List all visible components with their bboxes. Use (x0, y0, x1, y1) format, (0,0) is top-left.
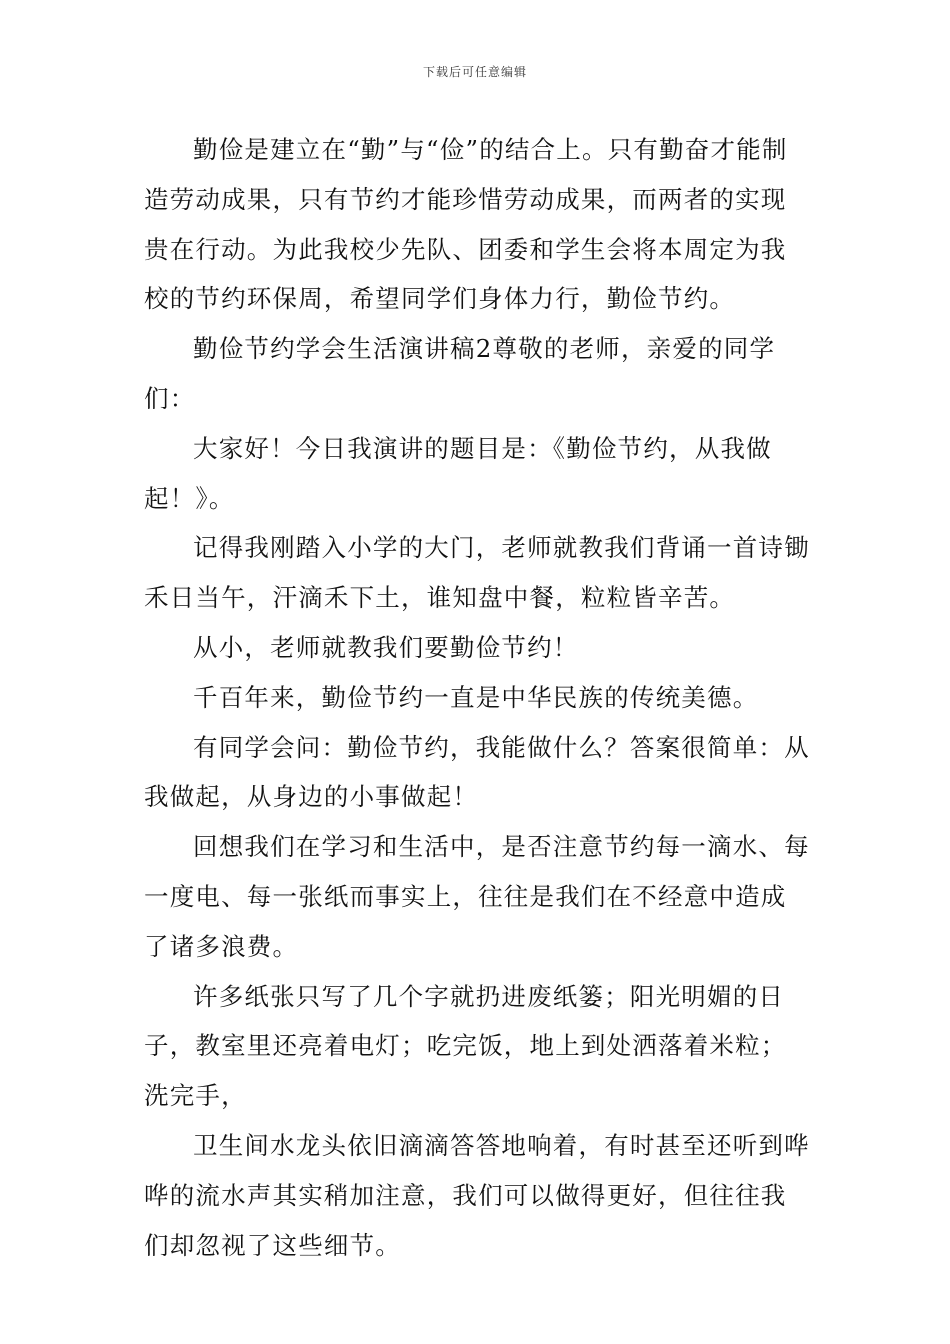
document-body (144, 125, 810, 1270)
paragraph: 许多纸张只写了几个字就扔进废纸篓；阳光明媚的日子，教室里还亮着电灯；吃完饭，地上到处洒落着米粒；洗完手， (144, 981, 787, 1111)
paragraph: 卫生间水龙头依旧滴滴答答地响着，有时甚至还听到哗哗的流水声其实稍加注意，我们可以做得更好，但往往我们却忽视了这些细节。 (144, 1130, 810, 1260)
paragraph: 有同学会问：勤俭节约，我能做什么？答案很简单：从我做起，从身边的小事做起！ (144, 732, 810, 812)
paragraph: 大家好！今日我演讲的题目是：《勤俭节约，从我做起！》。 (144, 433, 772, 513)
paragraph: 勤俭是建立在“勤”与“俭”的结合上。只有勤奋才能制造劳动成果，只有节约才能珍惜劳动成果，而两者的实现贵在行动。为此我校少先队、团委和学生会将本周定为我校的节约环保周，希望同学们身体力行，勤俭节约。 (144, 135, 788, 314)
paragraph: 从小，老师就教我们要勤俭节约！ (193, 632, 579, 662)
page-header: 下载后可任意编辑 (422, 65, 527, 79)
paragraph: 记得我刚踏入小学的大门，老师就教我们背诵一首诗锄禾日当午，汗滴禾下土，谁知盘中餐，粒粒皆辛苦。 (144, 533, 810, 613)
paragraph: 千百年来，勤俭节约一直是中华民族的传统美德。 (193, 682, 759, 712)
paragraph: 回想我们在学习和生活中，是否注意节约每一滴水、每一度电、每一张纸而事实上，往往是我们在不经意中造成了诸多浪费。 (144, 832, 810, 961)
paragraph: 勤俭节约学会生活演讲稿2尊敬的老师，亲爱的同学们： (144, 334, 776, 413)
